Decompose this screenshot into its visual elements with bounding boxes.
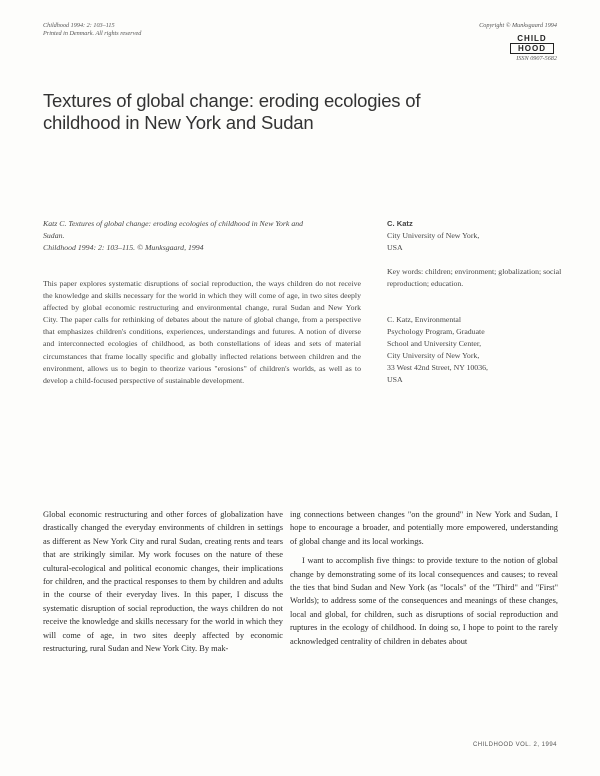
journal-ref-line2: Printed in Denmark. All rights reserved [43, 30, 142, 37]
journal-reference [43, 22, 141, 38]
journal-logo [510, 34, 554, 54]
author-block [387, 218, 562, 254]
logo-line1: CHILD [517, 34, 547, 43]
journal-ref-line1: Childhood 1994: 2: 103–115 [43, 22, 115, 29]
body-paragraph: Global economic restructuring and other forces of globalization have drastically changed the everyday environments of children in settings as different as New York City and rural Sudan, creating rents and tears that are strikingly similar. My work focuses on the nature of these cultural-ecological and political economic changes, their implications for children, and the practical responses to them by children and adults in the course of their everyday lives. In this paper, I discuss the systematic disruption of social reproduction, the ways children do not receive the knowledge and skills necessary for the world in which they will come of age, in two sites deeply affected by economic restructuring, rural Sudan and New York City. By mak- [43, 510, 283, 654]
keywords: Key words: children; environment; globalization; social reproduction; education. [387, 267, 562, 288]
body-paragraph: ing connections between changes "on the ground" in New York and Sudan, I hope to encourage a broader, and potentially more empowered, understanding of global change and its local workings. [290, 510, 558, 546]
address-line2: Psychology Program, Graduate [387, 327, 485, 336]
author-address [387, 314, 562, 386]
running-footer: CHILDHOOD VOL. 2, 1994 [472, 742, 557, 748]
author-name: C. Katz [387, 219, 413, 228]
address-line1: C. Katz, Environmental [387, 315, 462, 324]
citation-line1: Katz C. Textures of global change: eroding ecologies of childhood in New York and [43, 219, 304, 228]
abstract: This paper explores systematic disruptions of social reproduction, the ways children do not receive the knowledge and skills necessary for the world in which they will come of age, in two sites deeply affected by global economic restructuring and environmental change, rural Sudan and New York City. The paper calls for rethinking of debates about the nature of global change, from a perspective that emphasizes children's conditions, experiences, understandings and futures. A notion of diverse and interconnected ecologies of childhood, as both constellations of ideas and sets of material circumstances that frame locally specific and globally inflected relations between children and the environment, allows us to begin to theorize various "erosions" of children's worlds, as well as to develop a child-focused perspective of sustainable development. [43, 279, 361, 385]
body-column-right [290, 508, 558, 648]
address-line3: School and University Center, [387, 339, 482, 348]
address-line4: City University of New York, [387, 351, 480, 360]
author-affiliation-line2: USA [387, 243, 403, 252]
body-column-left [43, 508, 283, 655]
address-line5: 33 West 42nd Street, NY 10036, [387, 363, 488, 372]
body-paragraph: I want to accomplish five things: to provide texture to the notion of global change by demonstrating some of its local consequences and causes; to reveal the ties that bind Sudan and New York (as "locals" of the "Third" and "First" Worlds); to address some of the consequences and meanings of these changes, local and global, for children, such as disruptions of social reproduction and ruptures in the ecology of childhood. In doing so, I hope to point to the rarely acknowledged centrality of children in debates about [290, 556, 558, 646]
author-affiliation-line1: City University of New York, [387, 231, 480, 240]
issn: ISSN 0907-5682 [516, 55, 557, 62]
citation-line2: Sudan. [43, 231, 65, 240]
address-line6: USA [387, 375, 403, 384]
citation-line3: Childhood 1994: 2: 103–115. © Munksgaard, 1994 [43, 243, 204, 252]
logo-line2: HOOD [510, 43, 554, 54]
article-title: Textures of global change: eroding ecologies of childhood in New York and Sudan [43, 90, 421, 133]
copyright-notice: Copyright © Munksgaard 1994 [479, 22, 557, 29]
citation [43, 218, 361, 254]
